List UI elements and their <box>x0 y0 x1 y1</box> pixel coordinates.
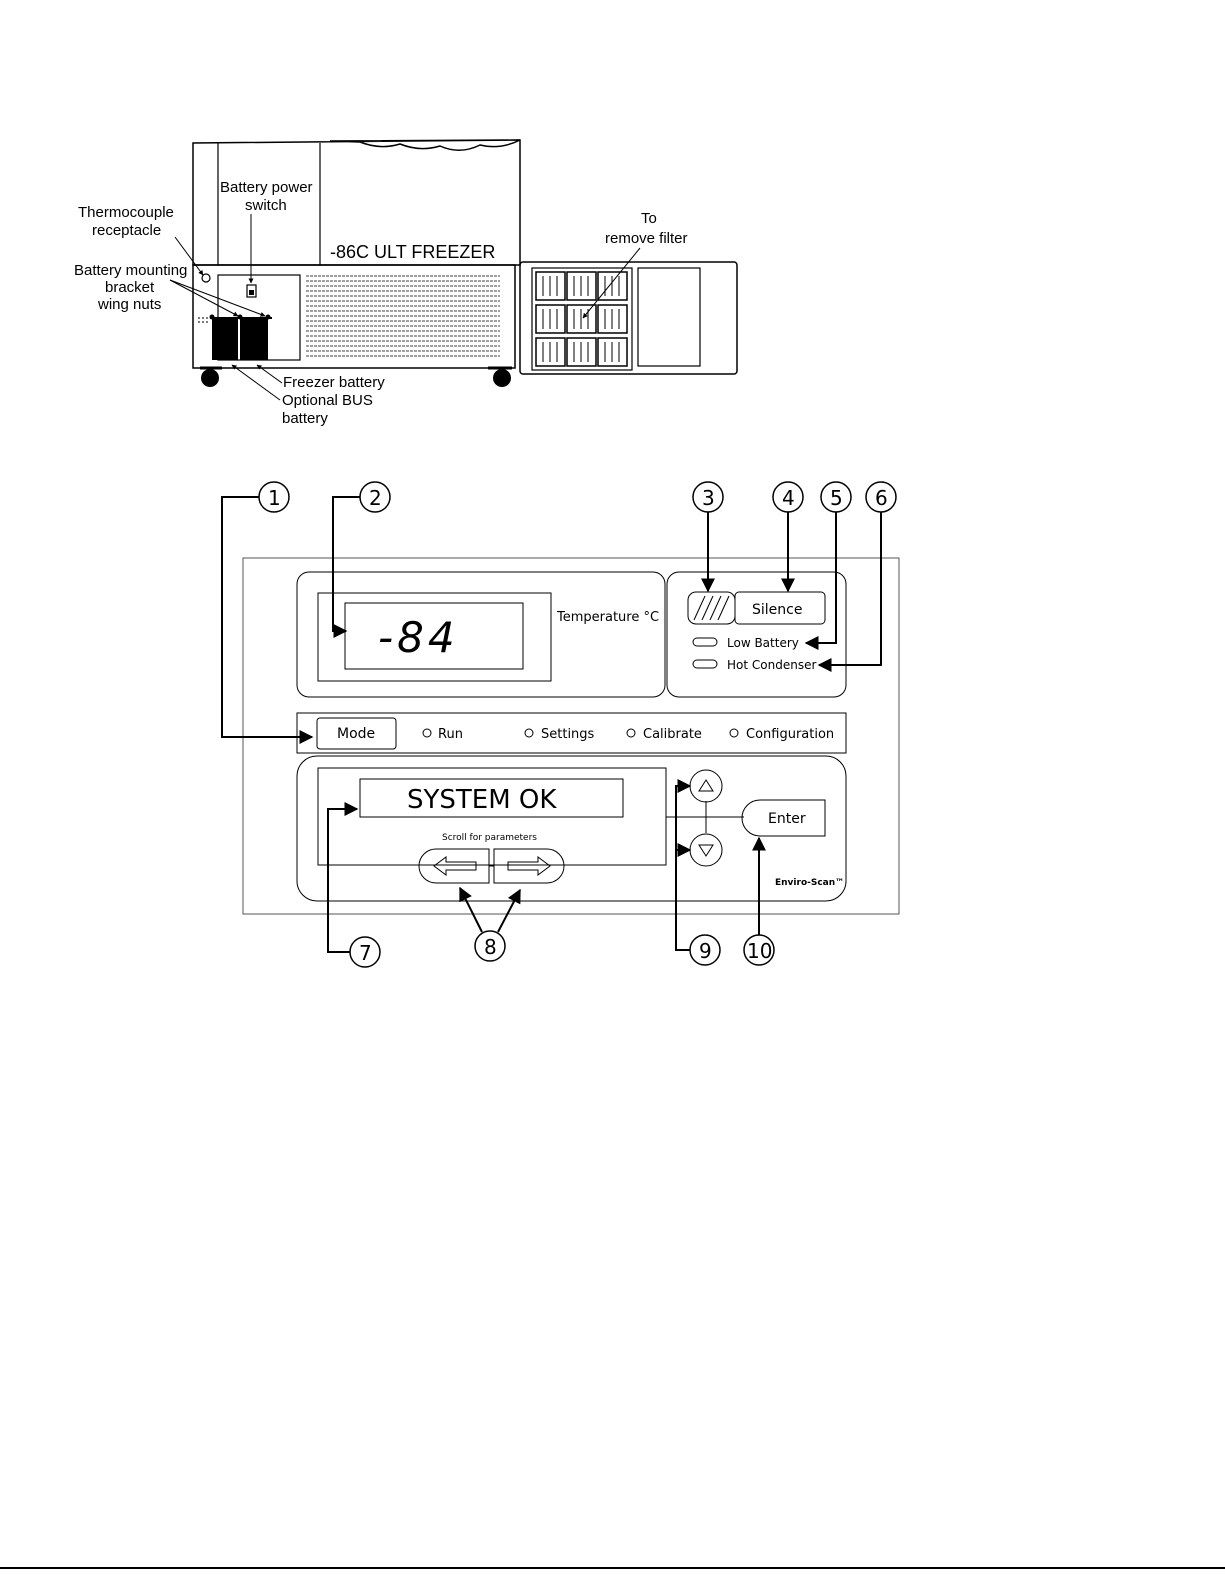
freezer-title: -86C ULT FREEZER <box>330 242 496 262</box>
label-bus-2: battery <box>282 410 328 427</box>
label-filter-2: remove filter <box>605 230 688 247</box>
temperature-label: Temperature °C <box>557 610 660 625</box>
hot-condenser-led <box>693 660 717 668</box>
triangle-up-icon <box>699 780 713 791</box>
mode-indicator-configuration <box>730 727 834 742</box>
callout-1-number: 1 <box>268 486 281 510</box>
triangle-down-icon <box>699 845 713 856</box>
arrow-right-icon <box>508 857 550 875</box>
callout-4 <box>773 482 803 591</box>
up-button[interactable] <box>690 770 722 802</box>
callout-8 <box>460 888 520 961</box>
label-freezer-battery: Freezer battery <box>283 374 385 391</box>
callout-5 <box>806 482 851 643</box>
temperature-value: -84 <box>378 613 459 662</box>
label-thermocouple-1: Thermocouple <box>78 204 174 221</box>
arrow-left-icon <box>434 857 476 875</box>
label-mounting-3: wing nuts <box>98 296 162 313</box>
freezer-illustration <box>74 140 737 427</box>
page-footer-rule <box>0 1567 1225 1569</box>
enter-label: Enter <box>768 811 806 827</box>
mode-calibrate-label: Calibrate <box>643 727 702 742</box>
freezer-battery <box>212 318 238 360</box>
callout-1 <box>222 482 312 737</box>
scroll-left-button[interactable] <box>419 849 489 883</box>
label-battery-switch-1: Battery power <box>220 179 313 196</box>
mode-indicator-run <box>423 727 463 742</box>
mode-indicator-calibrate <box>627 727 702 742</box>
down-button[interactable] <box>690 834 722 866</box>
label-bus-1: Optional BUS <box>282 392 373 409</box>
low-battery-led <box>693 638 717 646</box>
mode-run-label: Run <box>438 727 463 742</box>
callout-9-number: 9 <box>699 939 712 963</box>
message-section <box>297 756 846 901</box>
bus-battery <box>240 318 268 360</box>
control-panel <box>243 558 899 914</box>
callout-3 <box>693 482 723 591</box>
callout-10-number: 10 <box>747 939 773 963</box>
hot-condenser-label: Hot Condenser <box>727 658 817 672</box>
callouts <box>222 482 896 967</box>
label-battery-switch-2: switch <box>245 197 287 214</box>
thermocouple-receptacle <box>202 274 210 282</box>
mode-indicator-settings <box>525 727 595 742</box>
filter-grid <box>536 272 627 366</box>
mode-settings-label: Settings <box>541 727 595 742</box>
silence-label: Silence <box>752 602 803 618</box>
temperature-section <box>297 572 665 697</box>
filter-door <box>520 262 737 374</box>
scroll-right-button[interactable] <box>494 849 564 883</box>
brand-label: Enviro-Scan™ <box>775 878 845 888</box>
caster-right <box>493 369 511 387</box>
callout-7 <box>328 809 380 967</box>
label-thermocouple-2: receptacle <box>92 222 162 239</box>
message-text: SYSTEM OK <box>407 785 557 815</box>
callout-2-number: 2 <box>369 486 382 510</box>
callout-7-number: 7 <box>359 941 372 965</box>
label-mounting-2: bracket <box>105 279 155 296</box>
callout-3-number: 3 <box>702 486 715 510</box>
alarm-section <box>667 572 846 697</box>
label-mounting-1: Battery mounting <box>74 262 188 279</box>
callout-8-number: 8 <box>484 935 497 959</box>
callout-6-number: 6 <box>875 486 888 510</box>
callout-4-number: 4 <box>782 486 795 510</box>
scroll-label: Scroll for parameters <box>442 833 537 843</box>
low-battery-label: Low Battery <box>727 636 799 650</box>
callout-2 <box>333 482 390 631</box>
alarm-indicator <box>688 592 735 624</box>
callout-5-number: 5 <box>830 486 843 510</box>
condenser-grille <box>306 276 500 356</box>
caster-left <box>201 369 219 387</box>
mode-configuration-label: Configuration <box>746 727 835 742</box>
label-filter-1: To <box>641 210 657 227</box>
mode-label: Mode <box>337 726 376 742</box>
callout-9 <box>676 786 720 965</box>
